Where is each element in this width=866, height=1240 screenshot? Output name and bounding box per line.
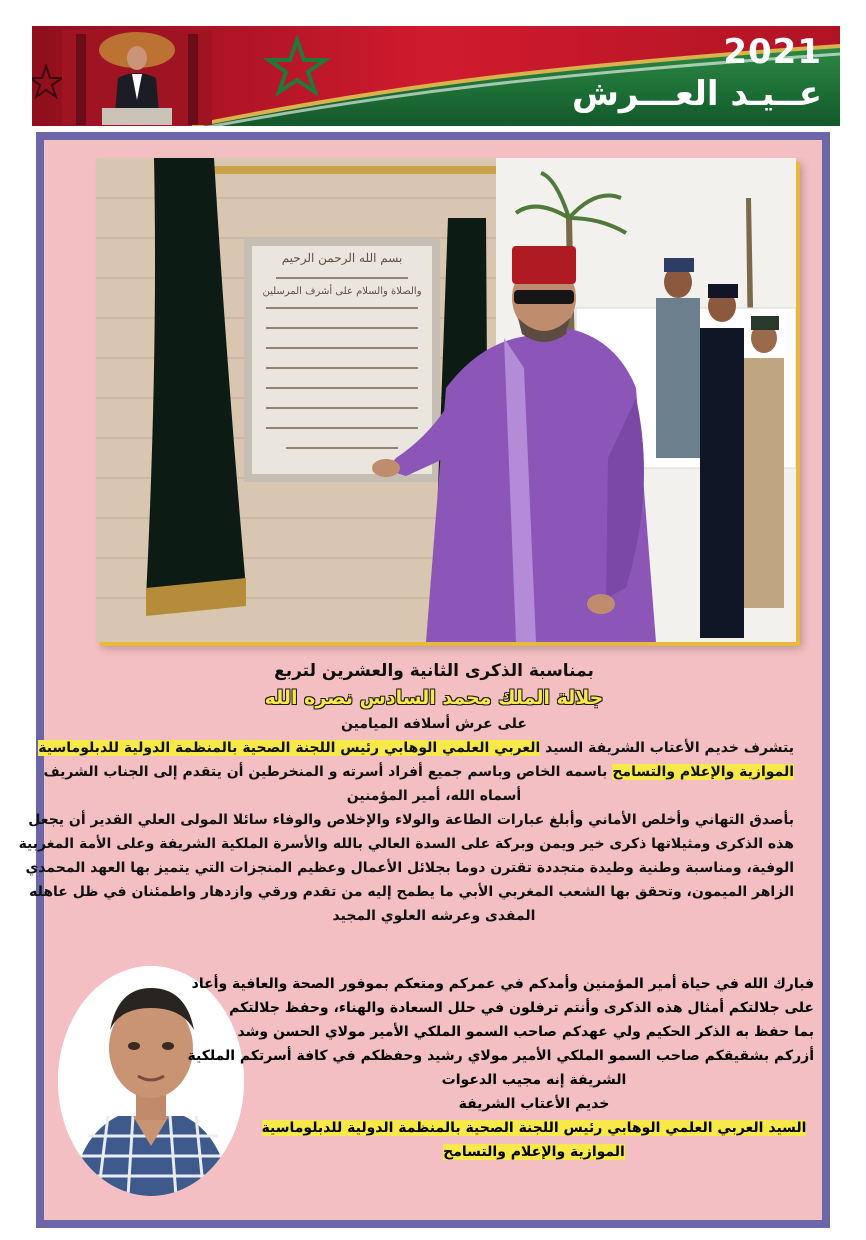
paragraph-line: بما حفظ به الذكر الحكيم ولي عهدكم صاحب السمو الملكي الأمير مولاي الحسن وشد: [237, 1024, 814, 1040]
paragraph-line: أزركم بشقيقكم صاحب السمو الملكي الأمير مولاي رشيد وحفظكم في كافة أسرتكم الملكية: [187, 1048, 814, 1064]
honor-line-prefix: يتشرف خديم الأعتاب الشريفة السيد: [540, 740, 794, 756]
banner-title: عــيـد العـــرش: [572, 74, 822, 114]
king-portrait: [62, 30, 212, 125]
sender-photo: [58, 966, 244, 1196]
signature-organization-highlight: الموازية والإعلام والتسامح: [443, 1144, 625, 1160]
blessing-text: [187, 972, 814, 1164]
plaque-line1: بسم الله الرحمن الرحيم: [281, 251, 403, 265]
signature-organization: [254, 1140, 814, 1164]
organization-highlight: الموازية والإعلام والتسامح: [612, 764, 794, 780]
organization-line: [43, 760, 794, 784]
signature-title: خديم الأعتاب الشريفة: [458, 1096, 610, 1112]
king-name: جلالة الملك محمد السادس نصره الله: [264, 687, 604, 709]
paragraph-line: الشريفة إنه مجيب الدعوات: [441, 1072, 627, 1088]
sender-portrait: [58, 966, 244, 1196]
honor-line: [38, 736, 794, 760]
paragraph-line: فبارك الله في حياة أمير المؤمنين وأمدكم في عمركم ومتعكم بموفور الصحة والعافية وأعاد: [191, 976, 814, 992]
paragraph-line: الزاهر الميمون، وتحقق بها الشعب المغربي الأبي ما يطمح إليه من تقدم ورقي وازدهار واطمئنان في ظل عاهله: [29, 884, 794, 900]
banner-year: 2021: [723, 32, 822, 72]
photo-illustration: [96, 158, 796, 642]
content-frame: [18, 132, 830, 1228]
organization-line-rest: باسمه الخاص وباسم جميع أفراد أسرته و المنخرطين أن يتقدم إلى الجناب الشريف: [43, 764, 613, 780]
signature-name: [254, 1116, 814, 1140]
occasion-line: بمناسبة الذكرى الثانية والعشرين لتربع: [274, 661, 594, 681]
header-banner: [32, 26, 840, 126]
signature-name-highlight: السيد العربي العلمي الوهابي رئيس اللجنة الصحية بالمنظمة الدولية للدبلوماسية: [261, 1120, 807, 1136]
unveiling-photo: [96, 158, 796, 642]
paragraph-line: بأصدق التهاني وأخلص الأماني وأبلغ عبارات الطاعة والولاء والإخلاص والوفاء سائلا المولى العلي القدير أن يجعل: [28, 812, 794, 828]
plaque-line2: والصلاة والسلام على أشرف المرسلين: [262, 286, 422, 297]
sender-name-highlight: العربي العلمي الوهابي رئيس اللجنة الصحية بالمنظمة الدولية للدبلوماسية: [38, 740, 541, 756]
paragraph-line: هذه الذكرى ومثيلاتها ذكرى خير ويمن وبركة على السدة العالي بالله والأسرة الملكية الشريفة وعلى الأمة المغربية: [18, 836, 794, 852]
avatar: [58, 966, 244, 1196]
paragraph-line: المفدى وعرشه العلوي المجيد: [332, 908, 536, 924]
paragraph-line: الوفية، ومناسبة وطنية وطيدة متجددة تقترن دوما بجلائل الأعمال وعظيم المنجزات التي يتميز بها العهد المحمدي: [25, 860, 794, 876]
throne-line: على عرش أسلافه الميامين: [341, 716, 527, 732]
congratulation-text: [18, 658, 794, 928]
paragraph-line: على جلالتكم أمثال هذه الذكرى وأنتم ترفلون في حلل السعادة والهناء، وحفظ جلالتكم: [229, 1000, 814, 1016]
commander-line: أسماه الله، أمير المؤمنين: [346, 788, 522, 804]
